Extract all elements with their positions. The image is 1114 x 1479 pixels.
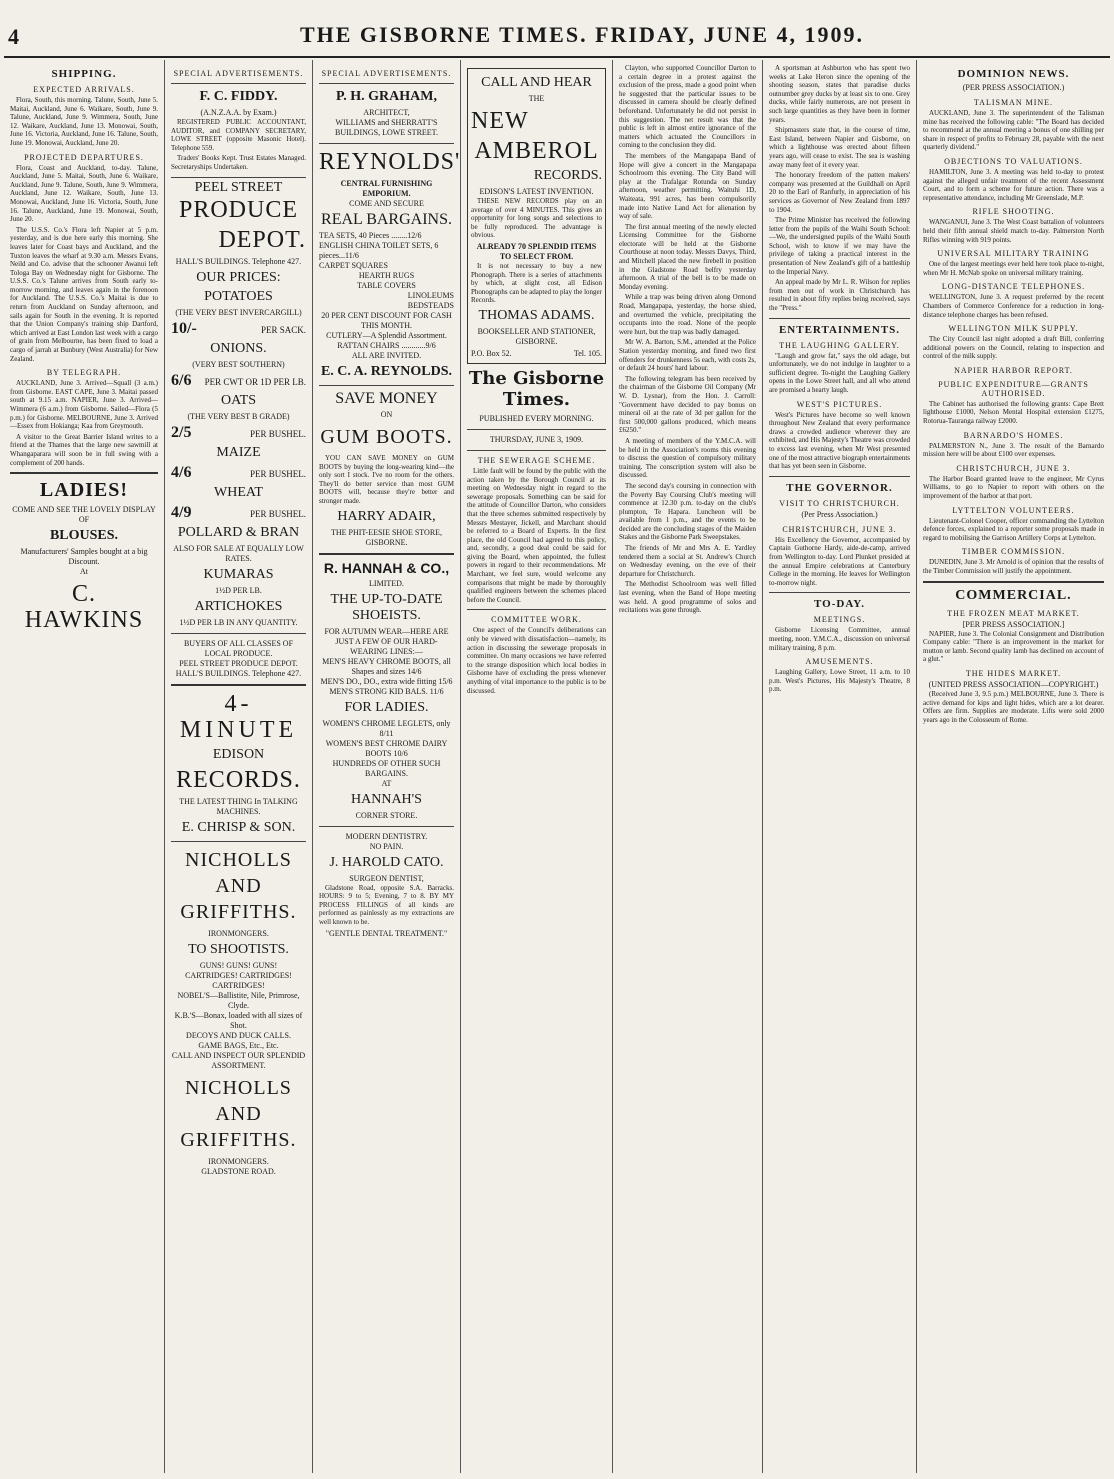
column-editorial <box>460 60 612 1473</box>
ladies-heading: LADIES! <box>39 479 129 502</box>
divider <box>171 841 306 842</box>
adair-sub: THE PHIT-EESIE SHOE STORE, GISBORNE. <box>330 527 443 547</box>
ladies-line-1: WOMEN'S CHROME LEGLETS, only 8/11 <box>322 718 451 738</box>
onions-unit: PER CWT OR 1D PER LB. <box>204 376 306 387</box>
nobels: NOBEL'S—Ballistite, Nile, Primrose, Clyde. <box>177 990 300 1010</box>
on-label: ON <box>380 410 393 419</box>
divider <box>769 318 910 319</box>
christchurch-dateline: CHRISTCHURCH, JUNE 3. <box>782 524 897 534</box>
game-bags: GAME BAGS, Etc., Etc. <box>198 1040 279 1050</box>
telegraph-text: AUCKLAND, June 3. Arrived—Squall (3 a.m.) from Gisborne. EAST CAPE, June 3. Maitai passed south at 9.15 a.m. NAPIER, June 3. Arrived—Wimmera (6 a.m.) from Gisborne. Sailed—Flora (5 p.m.) for Gisborne. MELBOURNE, June 3. Arrived—Essex from Hokianga; Kaa from Greymouth. <box>10 379 158 431</box>
graham-name: P. H. GRAHAM, <box>336 89 437 104</box>
visit-heading: VISIT TO CHRISTCHURCH. <box>779 498 900 508</box>
special-ads-heading: SPECIAL ADVERTISEMENTS. <box>321 69 452 78</box>
barnardos-text: PALMERSTON N., June 3. The result of the Barnardo mission here will be about £100 over expenses. <box>923 441 1104 459</box>
column-advertisements-2 <box>312 60 460 1473</box>
published-every-morning: PUBLISHED EVERY MORNING. <box>479 413 594 423</box>
frozen-meat-text: NAPIER, June 3. The Colonial Consignment and Distribution Company cable: "There is an improvement in the market for mutton or lamb. Second quality lamb has declined on account of a glut." <box>923 629 1104 664</box>
shipping-news: The U.S.S. Co.'s Flora left Napier at 5 p.m. yesterday, and is due here early this morning. She leaves later for Coast bays and Auckland, and the Tuxton leaves the wharf at 9.30 a.m. Messrs Evans, Neild and Co. advise that the schooner Awanui left Tologa Bay on Wednesday night for Gisborne. The U.S.S. Co.'s Talune arrives from South early to-morrow morning, and leaves again in the forenoon for Auckland. The U.S.S. Co.'s Maitai is due to return from Auckland on Sunday afternoon, and sails again for South in the evening. It is reported that the Union Company's training ship Dartford, which arrived at East London last week with a cargo of grain from Melbourne, has been fixed to load a cargo of jarrah at Bunbury (West Australia) for New Zealand. <box>10 225 158 363</box>
hannahs: HANNAH'S <box>351 791 422 807</box>
mens-line-1: MEN'S HEAVY CHROME BOOTS, all Shapes and sizes 14/6 <box>322 656 451 676</box>
entertainments-heading: ENTERTAINMENTS. <box>778 323 901 336</box>
tea-sets: TEA SETS, 40 Pieces ........12/6 <box>319 231 422 240</box>
onions-price: 6/6 <box>171 371 192 389</box>
news-text: A sportsman at Ashburton who has spent two weeks at Lake Heron since the opening of the shooting season, states that paradise ducks outnumber grey ducks by at least six to one. Grey ducks, while fairly numerous, are not present in such large quantities as they have been in former years. Shipmasters state that, in the course of time, East Island, between Napier and Gisborne, on which a lighthouse was erected about fifteen years ago, will cease to exist. The sea is washing away many feet of it every year. The honorary freedom of the patten makers' company was presented at the Guildhall on April 20 to the Earl of Ranfurly, in appreciation of his services as Governor of New Zealand from 1897 to 1904. The Prime Minister has received the following letter from the pupils of the Waihi South School:—We, the undersigned pupils of the Waihi South School, wish to know if we may have the privilege of taking a practical interest in the presentation of New Zealand's gift of a battleship to the Imperial Navy. An appeal made by Mr L. R. Wilson for replies from men out of work in Christchurch has resulted in about fifty replies being received, says the "Press." <box>769 64 910 313</box>
christchurch-text: The Harbor Board granted leave to the engineer, Mr Cyrus Williams, to go to Napier to report with others on the improvement of the harbor at that port. <box>923 474 1104 501</box>
potatoes-unit: PER SACK. <box>260 324 306 335</box>
divider <box>319 553 454 555</box>
universal-text: One of the largest meetings ever held here took place to-night, when Mr H. McNab spoke on universal military training. <box>923 260 1104 277</box>
masthead-rule <box>4 56 1110 58</box>
potatoes-heading: POTATOES <box>204 288 273 304</box>
hawkins-name: C. HAWKINS <box>24 581 144 634</box>
cato-text: Gladstone Road, opposite S.A. Barracks. HOURS: 9 to 5; Evening, 7 to 8. BY MY PROCESS FILLINGS of all kinds are performed as painlessly as my extractions are well known to be. <box>319 883 454 926</box>
fiddy-text: REGISTERED PUBLIC ACCOUNTANT, AUDITOR, and COMPANY SECRETARY, LOWE STREET (opposite Masonic Hotel). Telephone 559. Traders' Books Kept. Trust Estates Managed. Secretaryships Undertaken. <box>171 118 306 171</box>
universal-heading: UNIVERSAL MILITARY TRAINING <box>937 249 1090 259</box>
public-text: The Cabinet has authorised the following grants: Cape Brett lighthouse £1000, Nelson Mental Hospital extension £1275, Rotorua-Tauranga railway £2000. <box>923 399 1104 426</box>
reynolds-heading: REYNOLDS' <box>319 149 460 175</box>
fiddy-sub: (A.N.Z.A.A. by Exam.) <box>200 108 277 117</box>
maize-unit: PER BUSHEL. <box>249 468 306 479</box>
governor-text: His Excellency the Governor, accompanied by Captain Guthorne Hardy, aide-de-camp, arrived from Wellington to-day. Lord Plunket presided at the annual Empire celebrations at Canterbury College in the morning. He leaves for Wellington to-morrow night. <box>769 535 910 587</box>
divider <box>769 592 910 593</box>
objections-heading: OBJECTIONS TO VALUATIONS. <box>944 156 1083 166</box>
rifle-heading: RIFLE SHOOTING. <box>972 207 1055 217</box>
page-number: 4 <box>8 24 19 49</box>
divider <box>467 609 606 610</box>
records-heading: RECORDS. <box>176 766 301 793</box>
kbs: K.B.'S—Bonax, loaded with all sizes of Shot. <box>174 1010 303 1030</box>
special-ads-heading: SPECIAL ADVERTISEMENTS. <box>173 69 304 78</box>
cato-name: J. HAROLD CATO. <box>329 854 444 870</box>
real-bargains: REAL BARGAINS. <box>321 211 452 228</box>
call-and-hear: CALL AND HEAR <box>481 75 592 90</box>
new-label: NEW <box>471 108 529 134</box>
cartridges: CARTRIDGES! CARTRIDGES! CARTRIDGES! <box>185 970 292 990</box>
chrisp-name: E. CHRISP & SON. <box>181 819 296 835</box>
records-label: RECORDS. <box>533 168 602 183</box>
for-ladies: FOR LADIES. <box>344 699 429 715</box>
napier-heading: NAPIER HARBOR REPORT. <box>954 365 1073 375</box>
table-covers: TABLE COVERS <box>357 281 416 290</box>
meetings-text: Gisborne Licensing Committee, annual meeting, noon. Y.M.C.A., discussion on universal military training, 8 p.m. <box>769 626 910 652</box>
bedsteads: BEDSTEADS <box>407 301 454 310</box>
onions-sub: (VERY BEST SOUTHERN) <box>192 359 285 369</box>
at-label: At <box>80 567 88 577</box>
nicholls-name: NICHOLLS AND GRIFFITHS. <box>180 848 297 923</box>
limited: LIMITED. <box>369 578 404 588</box>
rattan-chairs: RATTAN CHAIRS ............9/6 <box>337 341 436 350</box>
latest-thing: THE LATEST THING In TALKING MACHINES. <box>179 796 298 816</box>
amberol-heading: AMBEROL <box>474 138 599 164</box>
telegraph-heading: BY TELEGRAPH. <box>46 368 122 378</box>
our-prices: OUR PRICES: <box>196 269 281 285</box>
emporium: CENTRAL FURNISHING EMPORIUM. <box>340 179 433 198</box>
artichokes-heading: ARTICHOKES <box>194 598 283 614</box>
divider <box>319 143 454 144</box>
edison-latest: EDISON'S LATEST INVENTION. <box>479 187 594 196</box>
oats-price: 2/5 <box>171 423 192 441</box>
four-minute: 4-MINUTE <box>179 690 298 743</box>
sewerage-heading: THE SEWERAGE SCHEME. <box>477 455 596 465</box>
talisman-heading: TALISMAN MINE. <box>973 98 1054 107</box>
frozen-press: [PER PRESS ASSOCIATION.] <box>962 619 1065 629</box>
column-dominion-news <box>916 60 1110 1473</box>
timber-text: DUNEDIN, June 3. Mr Arnold is of opinion that the results of the Timber Commission will justify the appointment. <box>923 558 1104 575</box>
sewerage-text: Little fault will be found by the public with the action taken by the Borough Council at its meeting on Wednesday night in regard to the sewerage proposals. Something can be said for the attitude of Councillor Darton, who considers that the three schemes submitted respectively by Messrs Mestayer, Jickell, and Marchant should be referred to a Board of Experts. In the first place, the old Council had agreed to this policy, and, secondly, a good deal could be said for giving the Board, when appointed, the fullest powers in regard to their recommendations. Mr Marchant, we feel sure, would welcome any comparisons that might be made by thoroughly qualified engineers between the schemes placed before the Council. <box>467 466 606 604</box>
column-news-1 <box>612 60 762 1473</box>
linoleums: LINOLEUMS <box>407 291 454 300</box>
divider <box>10 472 158 474</box>
per-press: (PER PRESS ASSOCIATION.) <box>962 83 1065 92</box>
save-money: SAVE MONEY <box>335 390 438 407</box>
shootists-heading: TO SHOOTISTS. <box>188 941 289 957</box>
barnardos-heading: BARNARDO'S HOMES. <box>963 430 1064 440</box>
column-advertisements-1 <box>164 60 312 1473</box>
gentle-dental: "GENTLE DENTAL TREATMENT." <box>325 928 448 938</box>
frozen-meat-heading: THE FROZEN MEAT MARKET. <box>947 608 1080 618</box>
wests-pictures-heading: WEST'S PICTURES. <box>796 399 883 409</box>
paper-title: The Gisborne Times. <box>468 367 605 410</box>
cutlery: CUTLERY—A Splendid Assortment. <box>326 331 447 340</box>
laughing-gallery-heading: THE LAUGHING GALLERY. <box>779 340 900 350</box>
amberol-text-2: It is not necessary to buy a new Phonograph. There is a series of attachments by which, at slight cost, all Edison Phonographs can be adapted to play the longer Records. <box>471 261 602 305</box>
ladies-line-2: WOMEN'S BEST CHROME DAIRY BOOTS 10/6 <box>325 738 448 758</box>
wheat-heading: WHEAT <box>214 484 263 500</box>
divider <box>171 83 306 84</box>
oats-sub: (THE VERY BEST B GRADE) <box>187 411 290 421</box>
barrier-island-text: A visitor to the Great Barrier Island writes to a friend at the Thames that the large new sawmill at Whangaparara will soon be in full swing with a complement of 200 hands. <box>10 432 158 467</box>
ironmongers-2: IRONMONGERS. <box>208 1156 269 1166</box>
potatoes-sub: (THE VERY BEST INVERCARGILL) <box>175 307 302 317</box>
today-heading: TO-DAY. <box>814 598 865 611</box>
decoys: DECOYS AND DUCK CALLS. <box>186 1030 291 1040</box>
buyers-text: BUYERS OF ALL CLASSES OF LOCAL PRODUCE. <box>183 638 294 658</box>
produce-heading: PRODUCE <box>178 196 299 223</box>
timber-heading: TIMBER COMMISSION. <box>961 547 1066 557</box>
architect: ARCHITECT, <box>363 108 410 117</box>
corner-store: CORNER STORE. <box>355 810 418 820</box>
halls-buildings: HALL'S BUILDINGS. Telephone 427. <box>175 256 302 266</box>
adams-sub: BOOKSELLER AND STATIONER, GISBORNE. <box>477 326 596 346</box>
china-sets: ENGLISH CHINA TOILET SETS, 6 pieces...11/6 <box>319 241 439 260</box>
adams-tel: Tel. 105. <box>573 348 602 358</box>
laughing-gallery-text: "Laugh and grow fat," says the old adage, but unfortunately, we do not indulge in laughter to a sufficient degree. To-night the Laughing Gallery opens in the Lowe Street hall, and all who attend are promised a hearty laugh. <box>769 351 910 394</box>
blouses-text: Manufacturers' Samples bought at a big Discount. <box>20 547 148 567</box>
autumn-wear: FOR AUTUMN WEAR—HERE ARE JUST A FEW OF OUR HARD-WEARING LINES:— <box>324 626 449 656</box>
mens-line-2: MEN'S DO., DO., extra wide fitting 15/6 <box>320 676 453 686</box>
hearth-rugs: HEARTH RUGS <box>358 271 415 280</box>
hides-text: (Received June 3, 9.5 p.m.) MELBOURNE, June 3. There is active demand for kips and light hides, which are a lot dearer. Offers are firm. Supplies are moderate. Lifts were sold 2000 years ago in the Colosseum of Rome. <box>923 689 1104 724</box>
eca-reynolds: E. C. A. REYNOLDS. <box>320 364 453 379</box>
masthead <box>0 0 1114 62</box>
oats-price-row <box>171 424 306 442</box>
kumaras-price: 1½D PER LB. <box>215 585 262 595</box>
pollard-sub: ALSO FOR SALE AT EQUALLY LOW RATES. <box>173 543 304 563</box>
amusements-heading: AMUSEMENTS. <box>805 657 874 667</box>
column-shipping <box>4 60 164 1473</box>
blouses-heading: BLOUSES. <box>49 528 119 544</box>
surgeon-dentist: SURGEON DENTIST, <box>349 873 424 883</box>
oats-heading: OATS <box>220 392 256 408</box>
divider <box>467 450 606 451</box>
amberol-text: THESE NEW RECORDS play on an average of over 4 MINUTES. This gives an opportunity for long songs and selections to be fully reproduced. The advantage is obvious. <box>471 197 602 240</box>
wheat-unit: PER BUSHEL. <box>249 508 306 519</box>
divider <box>319 385 454 386</box>
expected-arrivals-text: Flora, South, this morning. Talune, South, June 5. Maitai, Auckland, June 6. Waikare, South, June 9. Talune, Auckland, June 9. Wimmera, South, June 12. Waikare, Auckland, June 13. Monowai, South, June 16. Victoria, Auckland, June 16. Talune, South, June 19. Monowai, Auckland, June 20. <box>10 96 158 147</box>
column-news-2 <box>762 60 916 1473</box>
peel-street-heading: PEEL STREET <box>194 179 283 195</box>
pollard-heading: POLLARD & BRAN <box>177 524 300 540</box>
dominion-news-heading: DOMINION NEWS. <box>957 68 1070 80</box>
divider <box>171 684 306 686</box>
lyttelton-heading: LYTTELTON VOLUNTEERS. <box>952 505 1075 515</box>
edison: EDISON <box>212 746 265 762</box>
already-items: ALREADY 70 SPLENDID ITEMS TO SELECT FROM. <box>476 241 597 261</box>
talisman-text: AUCKLAND, June 3. The superintendent of the Talisman mine has received the following cable: "The Board has decided to recommend at the annual meeting a bonus of one shilling per share in respect of profits to February 28, payable with the next quarterly dividend." <box>923 109 1104 152</box>
wheat-price-row <box>171 504 306 522</box>
artichokes-price: 1½D PER LB IN ANY QUANTITY. <box>179 617 298 627</box>
gum-boots: GUM BOOTS. <box>320 426 453 448</box>
kumaras-heading: KUMARAS <box>203 566 274 582</box>
divider <box>171 177 306 178</box>
issue-date: THURSDAY, JUNE 3, 1909. <box>489 434 584 444</box>
peel-footer: PEEL STREET PRODUCE DEPOT. HALL'S BUILDINGS. Telephone 427. <box>175 658 302 678</box>
nicholls-name-2: NICHOLLS AND GRIFFITHS. <box>180 1076 297 1151</box>
onions-price-row <box>171 372 306 390</box>
divider <box>171 633 306 634</box>
gladstone-road: GLADSTONE ROAD. <box>201 1166 276 1176</box>
maize-heading: MAIZE <box>216 444 261 460</box>
rifle-text: WANGANUI, June 3. The West Coast battalion of volunteers held their fifth annual shield match to-day. Palmerston North Rifles winning with 919 points. <box>923 218 1104 244</box>
come-secure: COME AND SECURE <box>349 199 424 208</box>
modern-dentistry: MODERN DENTISTRY. <box>345 831 428 841</box>
divider <box>923 581 1104 583</box>
maize-price: 4/6 <box>171 463 192 481</box>
telephones-heading: LONG-DISTANCE TELEPHONES. <box>941 282 1086 292</box>
ladies-text: COME AND SEE THE LOVELY DISPLAY OF <box>12 505 156 525</box>
divider <box>319 83 454 84</box>
gum-boots-text: YOU CAN SAVE MONEY on GUM BOOTS by buying the long-wearing kind—the only sort I stock. I've no room for the others. They'll do better service than most GUM BOOTS will, because they're better and stronger made. <box>319 454 454 505</box>
ironmongers: IRONMONGERS. <box>208 928 269 938</box>
adams-contact <box>471 349 602 358</box>
amusements-text: Laughing Gallery, Lowe Street, 11 a.m. to 10 p.m. West's Pictures, His Majesty's Theatre, 8 p.m. <box>769 668 910 694</box>
objections-text: HAMILTON, June 3. A meeting was held to-day to protest against the alleged unfair treatment of the recent Assessment Court, and to form a scheme for future action. There was a representative attendance, including Mr Greenslade, M.P. <box>923 167 1104 202</box>
expected-arrivals-heading: EXPECTED ARRIVALS. <box>33 85 135 94</box>
news-text: Clayton, who supported Councillor Darton to a certain degree in a protest against the exclusion of the press, made a good point when he suggested that the particular issues to be discussed in camera should be clearly defined beforehand. Unfortunately he did not persist in this suggestion. The net result was that the public is left in almost entire ignorance of the matters which actuated the Councillors in coming to the conclusion they did. The members of the Mangapapa Band of Hope will give a concert in the Mangapapa Schoolroom this evening. The City Band will play at the Trafalgar Rotunda on Sunday afternoon, weather permitting. Waituhi 1D, Waiteata, 991 acres, has been compulsorily made into Native Land Act for alienation by way of sale. The first annual meeting of the newly elected Licensing Committee for the Gisborne electorate will be held at the Gisborne Courthouse at noon today. Messrs Davys, Third, and Mitchell placed the new firebell in position in the Gladstone Road belfry yesterday afternoon. A trial of the bell is to be made on Monday evening. While a trap was being driven along Ormond Road, Mangapapa, yesterday, the horse shied, and overturned the vehicle, precipitating the occupants into the road. None of the people were hurt, but the trap was badly damaged. Mr W. A. Barton, S.M., attended at the Police Station yesterday morning, and fined two first offenders for drunkenness 5s each, with costs 2s, or default 24 hours' hard labour. The following telegram has been received by the chairman of the Gisborne Oil Company (Mr W. D. Lysnar), from the Hon. J. Carroll: "Government have decided to pay bonus on mineral oil at the rate of 3d per gallon for the first 500,000 gallons produced, which means £6250." A meeting of members of the Y.M.C.A. will be held in the Association's rooms this evening to discuss the question of compulsory military training. The conscription system will also be discussed. The second day's coursing in connection with the Poverty Bay Coursing Club's meeting will commence at 12.30 p.m. to-day on the club's plumpton, Te Hapara. Luncheon will be available from 1 p.m., and the events to be decided are the concluding stages of the Maiden Stakes and the Gisborne Park Sweepstakes. The friends of Mr and Mrs A. E. Yardley tendered them a social at St. Andrew's Church on Wednesday evening, on the eve of their departure for Christchurch. The Methodist Schoolroom was well filled last evening, when the Band of Hope meeting was held. A good programme of solos and recitations was gone through. <box>619 64 756 615</box>
potatoes-price: 10/- <box>171 319 197 337</box>
no-pain: NO PAIN. <box>369 841 404 851</box>
hides-heading: THE HIDES MARKET. <box>965 668 1062 678</box>
christchurch-dateline: CHRISTCHURCH, JUNE 3. <box>956 463 1071 473</box>
harry-adair: HARRY ADAIR, <box>337 508 436 524</box>
meetings-heading: MEETINGS. <box>813 615 866 625</box>
telephones-text: WELLINGTON, June 3. A request preferred by the recent Chambers of Commerce Conference for a reduction in long-distance telephone charges has been refused. <box>923 293 1104 319</box>
up-to-date: THE UP-TO-DATE SHOEISTS. <box>330 591 443 623</box>
carpet-squares: CARPET SQUARES <box>319 261 388 270</box>
commercial-heading: COMMERCIAL. <box>955 587 1072 603</box>
hides-press: (UNITED PRESS ASSOCIATION—COPYRIGHT.) <box>928 679 1099 689</box>
wheat-price: 4/9 <box>171 503 192 521</box>
potatoes-price-row <box>171 320 306 338</box>
committee-text: One aspect of the Council's deliberations can only be viewed with dissatisfaction—namely, its action in discussing the sewerage proposals in committee. On many occasions we have referred to the strange disposition which local bodies in Gisborne have of excluding the press whenever anything of vital importance to the public is to be discussed. <box>467 626 606 695</box>
adams-box: P.O. Box 52. <box>471 348 512 358</box>
graham-address: WILLIAMS and SHERRATT'S BUILDINGS, LOWE STREET. <box>335 118 438 137</box>
call-inspect: CALL AND INSPECT OUR SPLENDID ASSORTMENT. <box>171 1050 306 1070</box>
depot-heading: DEPOT. <box>218 226 306 253</box>
milk-text: The City Council last night adopted a draft Bill, conferring additional powers on the Council, relating to inspection and control of the milk supply. <box>923 335 1104 361</box>
departures-text: Flora, Coast and Auckland, to-day. Talune, Auckland, June 5. Maitai, South, June 6. Waikare, Auckland, June 9. Talune, South, June 9. Wimmera, Auckland, June 12. Waikare, South, June 13. Monowai, Auckland, June 16. Victoria, South, June 16. Talune, Auckland, June 19. Monowai, South, June 20. <box>10 163 158 224</box>
guns: GUNS! GUNS! GUNS! <box>199 960 278 970</box>
thomas-adams: THOMAS ADAMS. <box>478 307 595 323</box>
discount: 20 PER CENT DISCOUNT FOR CASH THIS MONTH. <box>321 311 452 330</box>
milk-heading: WELLINGTON MILK SUPPLY. <box>948 324 1079 334</box>
shipping-heading: SHIPPING. <box>51 68 117 80</box>
divider <box>319 826 454 827</box>
divider <box>467 429 606 430</box>
per-press: (Per Press Association.) <box>801 509 878 519</box>
amberol-ad <box>467 68 606 364</box>
public-heading: PUBLIC EXPENDITURE—GRANTS AUTHORISED. <box>938 379 1089 398</box>
committee-heading: COMMITTEE WORK. <box>491 615 582 625</box>
departures-heading: PROJECTED DEPARTURES. <box>24 152 144 162</box>
mens-line-3: MEN'S STRONG KID BALS. 11/6 <box>329 686 444 696</box>
the-label: THE <box>528 94 545 103</box>
governor-heading: THE GOVERNOR. <box>786 481 893 494</box>
hannah-name: R. HANNAH & CO., <box>323 559 450 576</box>
lyttelton-text: Lieutenant-Colonel Cooper, officer commanding the Lyttelton defence forces, explained to a reporter some proposals made in regard to mobilising the Garrison Artillery Corps at Lyttelton. <box>923 516 1104 542</box>
hundreds: HUNDREDS OF OTHER SUCH BARGAINS. <box>332 758 441 778</box>
onions-heading: ONIONS. <box>210 340 267 356</box>
divider <box>769 476 910 477</box>
oats-unit: PER BUSHEL. <box>249 428 306 439</box>
maize-price-row <box>171 464 306 482</box>
at-label: AT <box>381 778 392 788</box>
all-invited: ALL ARE INVITED. <box>351 351 422 360</box>
wests-pictures-text: West's Pictures have become so well known throughout New Zealand that every performance draws a crowded audience wherever they are exhibited, and His Majesty's Theatre was crowded to excess last evening, when Mr West presented one of the most attractive biograph entertainments that has yet been seen in Gisborne. <box>769 410 910 471</box>
fiddy-name: F. C. FIDDY. <box>199 89 278 104</box>
newspaper-title: THE GISBORNE TIMES. FRIDAY, JUNE 4, 1909. <box>299 22 865 47</box>
